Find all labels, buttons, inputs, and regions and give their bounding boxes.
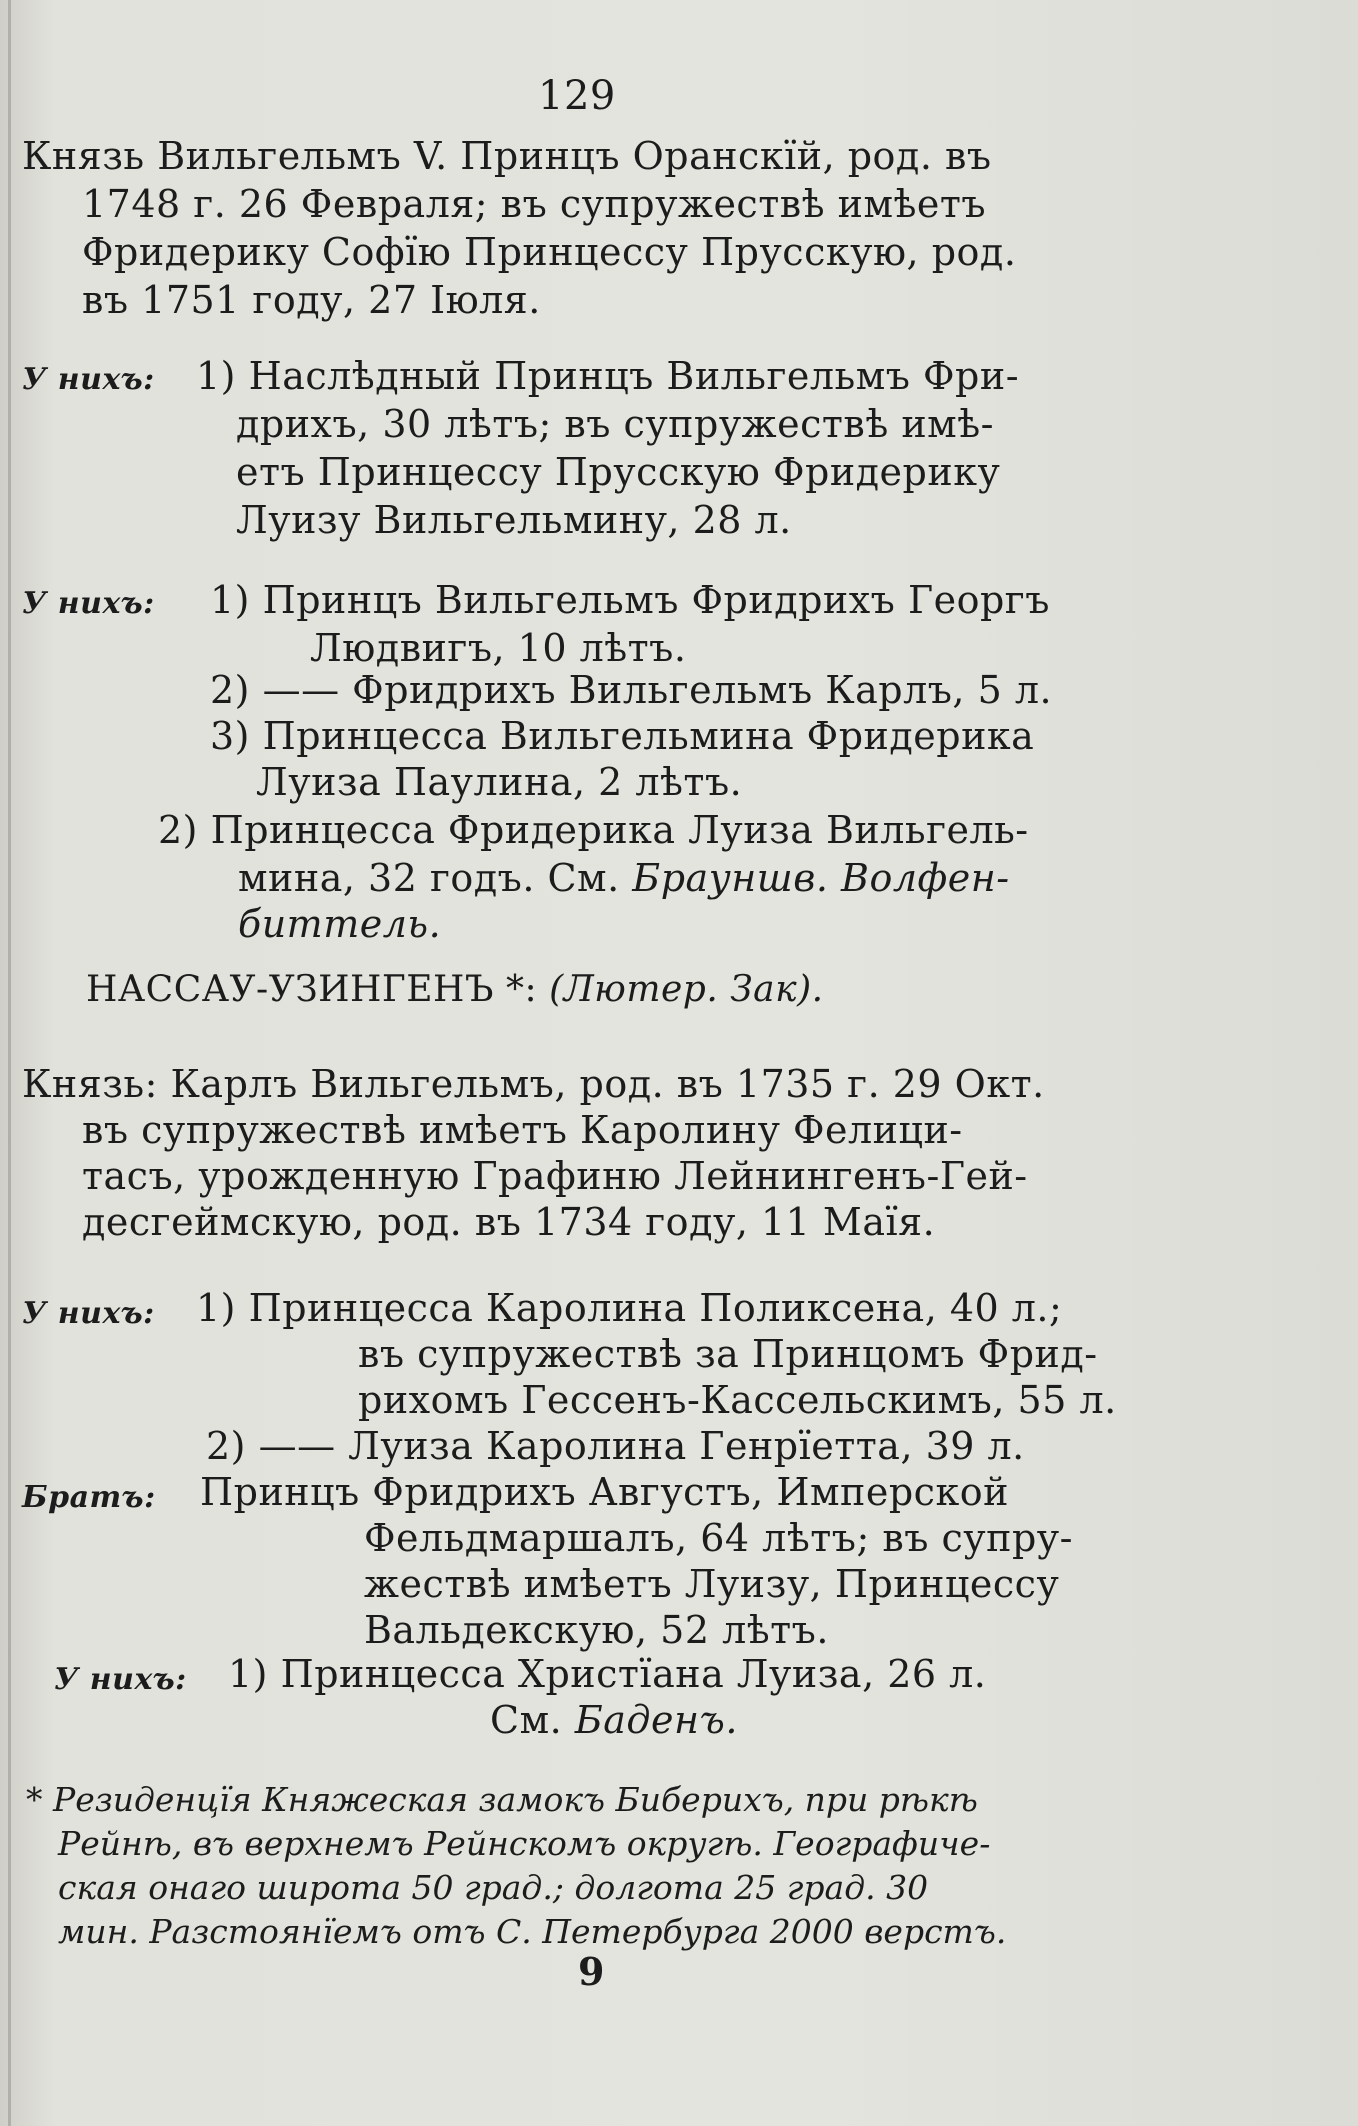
page-gutter xyxy=(8,0,11,2126)
nassau-prince-line-1: Князь: Карлъ Вильгельмъ, род. въ 1735 г. 29 Окт. xyxy=(22,1062,1045,1106)
footnote-line-2: Рейнѣ, въ верхнемъ Рейнскомъ округѣ. Географиче- xyxy=(58,1824,991,1863)
nassau-children-line-1: 1) Принцесса Каролина Поликсена, 40 л.; xyxy=(196,1286,1063,1330)
orange-children-line-4: Луизу Вильгельмину, 28 л. xyxy=(236,498,792,542)
section-religion: (Лютер. Зак). xyxy=(549,969,824,1010)
signature-mark: 9 xyxy=(578,1949,605,1994)
second-child-line-2 xyxy=(238,854,1010,902)
orange-prince-line-4: въ 1751 году, 27 Iюля. xyxy=(82,278,541,322)
second-child-line-3: биттель. xyxy=(238,902,442,946)
brother-line-4: Вальдекскую, 52 лѣтъ. xyxy=(364,1608,829,1652)
orange-children-line-3: етъ Принцессу Прусскую Фридерику xyxy=(236,450,1001,494)
brother-children-line-2 xyxy=(490,1696,738,1744)
footnote-line-4: мин. Разстоянїемъ отъ С. Петербурга 2000 верстъ. xyxy=(58,1912,1007,1951)
orange-prince-line-2: 1748 г. 26 Февраля; въ супружествѣ имѣетъ xyxy=(82,182,987,226)
brother-line-1: Принцъ Фридрихъ Августъ, Имперской xyxy=(200,1470,1009,1514)
brother-children-ref: Баденъ. xyxy=(574,1698,738,1742)
brother-children-see: См. xyxy=(490,1698,563,1742)
second-child-line-1: 2) Принцесса Фридерика Луиза Вильгель- xyxy=(158,808,1029,852)
brother-children-line-1: 1) Принцесса Христїана Луиза, 26 л. xyxy=(228,1652,987,1696)
nassau-children-line-2: въ супружествѣ за Принцомъ Фрид- xyxy=(358,1332,1098,1376)
grandchild-line-2: Людвигъ, 10 лѣтъ. xyxy=(310,626,687,670)
page-number: 129 xyxy=(538,73,616,119)
brother-children-label: У нихъ: xyxy=(54,1662,187,1697)
section-heading xyxy=(86,966,824,1014)
nassau-children-line-3: рихомъ Гессенъ-Кассельскимъ, 55 л. xyxy=(358,1378,1117,1422)
cross-reference: Брауншв. Волфен- xyxy=(632,856,1010,900)
brother-line-3: жествѣ имѣетъ Луизу, Принцессу xyxy=(364,1562,1060,1606)
grandchild-line-4: 3) Принцесса Вильгельмина Фридерика xyxy=(210,714,1035,758)
nassau-children-label: У нихъ: xyxy=(22,1296,155,1331)
brother-label: Братъ: xyxy=(22,1480,156,1515)
section-heading-title: НАССАУ-УЗИНГЕНЪ *: xyxy=(86,969,538,1010)
second-child-line-2-text: мина, 32 годъ. См. xyxy=(238,856,620,900)
nassau-prince-line-3: тасъ, урожденную Графиню Лейнингенъ-Гей- xyxy=(82,1154,1028,1198)
orange-children-label: У нихъ: xyxy=(22,362,155,397)
nassau-prince-line-2: въ супружествѣ имѣетъ Каролину Фелици- xyxy=(82,1108,963,1152)
grandchild-line-1: 1) Принцъ Вильгельмъ Фридрихъ Георгъ xyxy=(210,578,1050,622)
grandchild-line-5: Луиза Паулина, 2 лѣтъ. xyxy=(256,760,743,804)
grandchild-line-3: 2) —— Фридрихъ Вильгельмъ Карлъ, 5 л. xyxy=(210,668,1053,712)
brother-line-2: Фельдмаршалъ, 64 лѣтъ; въ супру- xyxy=(364,1516,1073,1560)
orange-prince-line-1: Князь Вильгельмъ V. Принцъ Оранскїй, род. въ xyxy=(22,134,992,178)
orange-grandchildren-label: У нихъ: xyxy=(22,586,155,621)
orange-children-line-1: 1) Наслѣдный Принцъ Вильгельмъ Фри- xyxy=(196,354,1020,398)
orange-prince-line-3: Фридерику Софїю Принцессу Прусскую, род. xyxy=(82,230,1017,274)
footnote-line-1: * Резиденцїя Княжеская замокъ Биберихъ, при рѣкѣ xyxy=(26,1780,978,1819)
nassau-children-line-4: 2) —— Луиза Каролина Генрїетта, 39 л. xyxy=(206,1424,1025,1468)
orange-children-line-2: дрихъ, 30 лѣтъ; въ супружествѣ имѣ- xyxy=(236,402,994,446)
footnote-line-3: ская онаго широта 50 град.; долгота 25 град. 30 xyxy=(58,1868,929,1907)
nassau-prince-line-4: десгеймскую, род. въ 1734 году, 11 Маїя. xyxy=(82,1200,936,1244)
